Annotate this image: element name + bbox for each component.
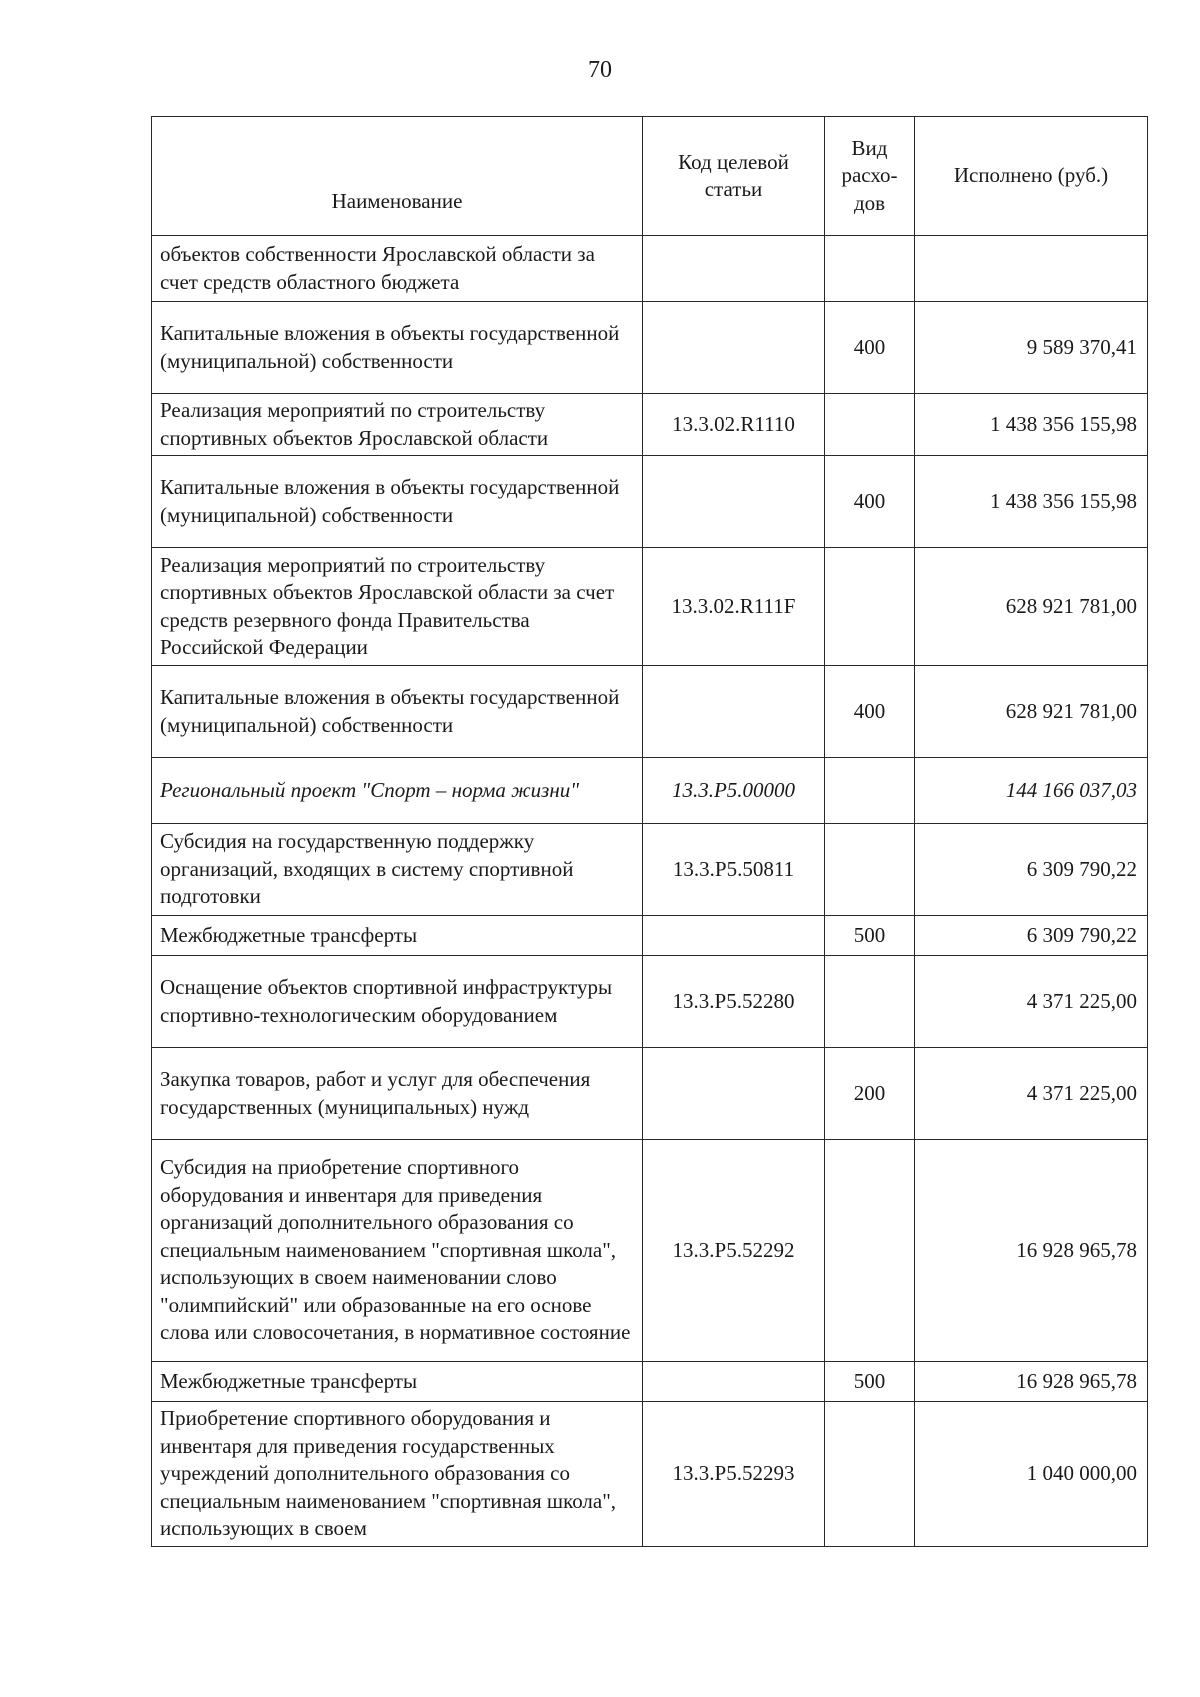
table-row (152, 666, 1148, 758)
row-type (825, 824, 915, 916)
row-type: 400 (825, 666, 915, 758)
row-code (643, 666, 825, 758)
row-amount: 144 166 037,03 (915, 758, 1148, 824)
header-type: Вид расхо-дов (825, 117, 915, 236)
table-row (152, 456, 1148, 548)
row-amount: 16 928 965,78 (915, 1362, 1148, 1402)
row-amount: 16 928 965,78 (915, 1140, 1148, 1362)
budget-table (151, 116, 1148, 1547)
table-row (152, 548, 1148, 666)
table-row (152, 956, 1148, 1048)
row-name: Капитальные вложения в объекты государственной (муниципальной) собственности (152, 302, 643, 394)
table-row (152, 1048, 1148, 1140)
row-code (643, 1362, 825, 1402)
row-type (825, 758, 915, 824)
row-code: 13.3.P5.00000 (643, 758, 825, 824)
row-amount: 1 438 356 155,98 (915, 456, 1148, 548)
row-name: Капитальные вложения в объекты государственной (муниципальной) собственности (152, 666, 643, 758)
row-code (643, 302, 825, 394)
row-type: 500 (825, 1362, 915, 1402)
row-name: Межбюджетные трансферты (152, 1362, 643, 1402)
row-name: Оснащение объектов спортивной инфраструктуры спортивно-технологическим оборудованием (152, 956, 643, 1048)
table-row (152, 1402, 1148, 1547)
row-code (643, 456, 825, 548)
row-code: 13.3.02.R1110 (643, 394, 825, 456)
row-name: Капитальные вложения в объекты государственной (муниципальной) собственности (152, 456, 643, 548)
row-type (825, 956, 915, 1048)
row-code: 13.3.P5.52280 (643, 956, 825, 1048)
header-name: Наименование (152, 117, 643, 236)
row-type: 500 (825, 916, 915, 956)
row-type (825, 548, 915, 666)
row-amount: 4 371 225,00 (915, 956, 1148, 1048)
row-amount: 4 371 225,00 (915, 1048, 1148, 1140)
row-code: 13.3.P5.50811 (643, 824, 825, 916)
page-number: 70 (588, 57, 612, 83)
table-header (152, 117, 1148, 236)
table-row (152, 758, 1148, 824)
row-code: 13.3.P5.52292 (643, 1140, 825, 1362)
row-amount: 6 309 790,22 (915, 916, 1148, 956)
row-amount: 9 589 370,41 (915, 302, 1148, 394)
row-name: Закупка товаров, работ и услуг для обеспечения государственных (муниципальных) нужд (152, 1048, 643, 1140)
row-amount (915, 236, 1148, 302)
row-amount: 628 921 781,00 (915, 548, 1148, 666)
table-row (152, 236, 1148, 302)
row-type: 200 (825, 1048, 915, 1140)
row-name: Реализация мероприятий по строительству спортивных объектов Ярославской области (152, 394, 643, 456)
row-name: Региональный проект "Спорт – норма жизни" (152, 758, 643, 824)
table-body (152, 236, 1148, 1547)
row-code (643, 236, 825, 302)
row-amount: 1 438 356 155,98 (915, 394, 1148, 456)
table-row (152, 1140, 1148, 1362)
table-row (152, 394, 1148, 456)
row-type (825, 394, 915, 456)
row-type: 400 (825, 302, 915, 394)
row-code: 13.3.P5.52293 (643, 1402, 825, 1547)
row-code (643, 1048, 825, 1140)
row-name: объектов собственности Ярославской области за счет средств областного бюджета (152, 236, 643, 302)
row-amount: 6 309 790,22 (915, 824, 1148, 916)
row-amount: 628 921 781,00 (915, 666, 1148, 758)
header-row (152, 117, 1148, 236)
table-row (152, 824, 1148, 916)
row-name: Субсидия на государственную поддержку организаций, входящих в систему спортивной подготовки (152, 824, 643, 916)
row-code (643, 916, 825, 956)
row-name: Субсидия на приобретение спортивного оборудования и инвентаря для приведения организаций дополнительного образования со специальным наименованием "спортивная школа", использующих в своем наименовании слово "олимпийский" или образованные на его основе слова или словосочетания, в нормативное состояние (152, 1140, 643, 1362)
table-row (152, 916, 1148, 956)
header-amount: Исполнено (руб.) (915, 117, 1148, 236)
table-row (152, 302, 1148, 394)
row-type: 400 (825, 456, 915, 548)
row-name: Межбюджетные трансферты (152, 916, 643, 956)
row-amount: 1 040 000,00 (915, 1402, 1148, 1547)
row-name: Приобретение спортивного оборудования и инвентаря для приведения государственных учреждений дополнительного образования со специальным наименованием "спортивная школа", использующих в своем (152, 1402, 643, 1547)
row-name: Реализация мероприятий по строительству спортивных объектов Ярославской области за счет средств резервного фонда Правительства Российской Федерации (152, 548, 643, 666)
header-code: Код целевой статьи (643, 117, 825, 236)
row-type (825, 1402, 915, 1547)
table-row (152, 1362, 1148, 1402)
row-code: 13.3.02.R111F (643, 548, 825, 666)
row-type (825, 236, 915, 302)
row-type (825, 1140, 915, 1362)
